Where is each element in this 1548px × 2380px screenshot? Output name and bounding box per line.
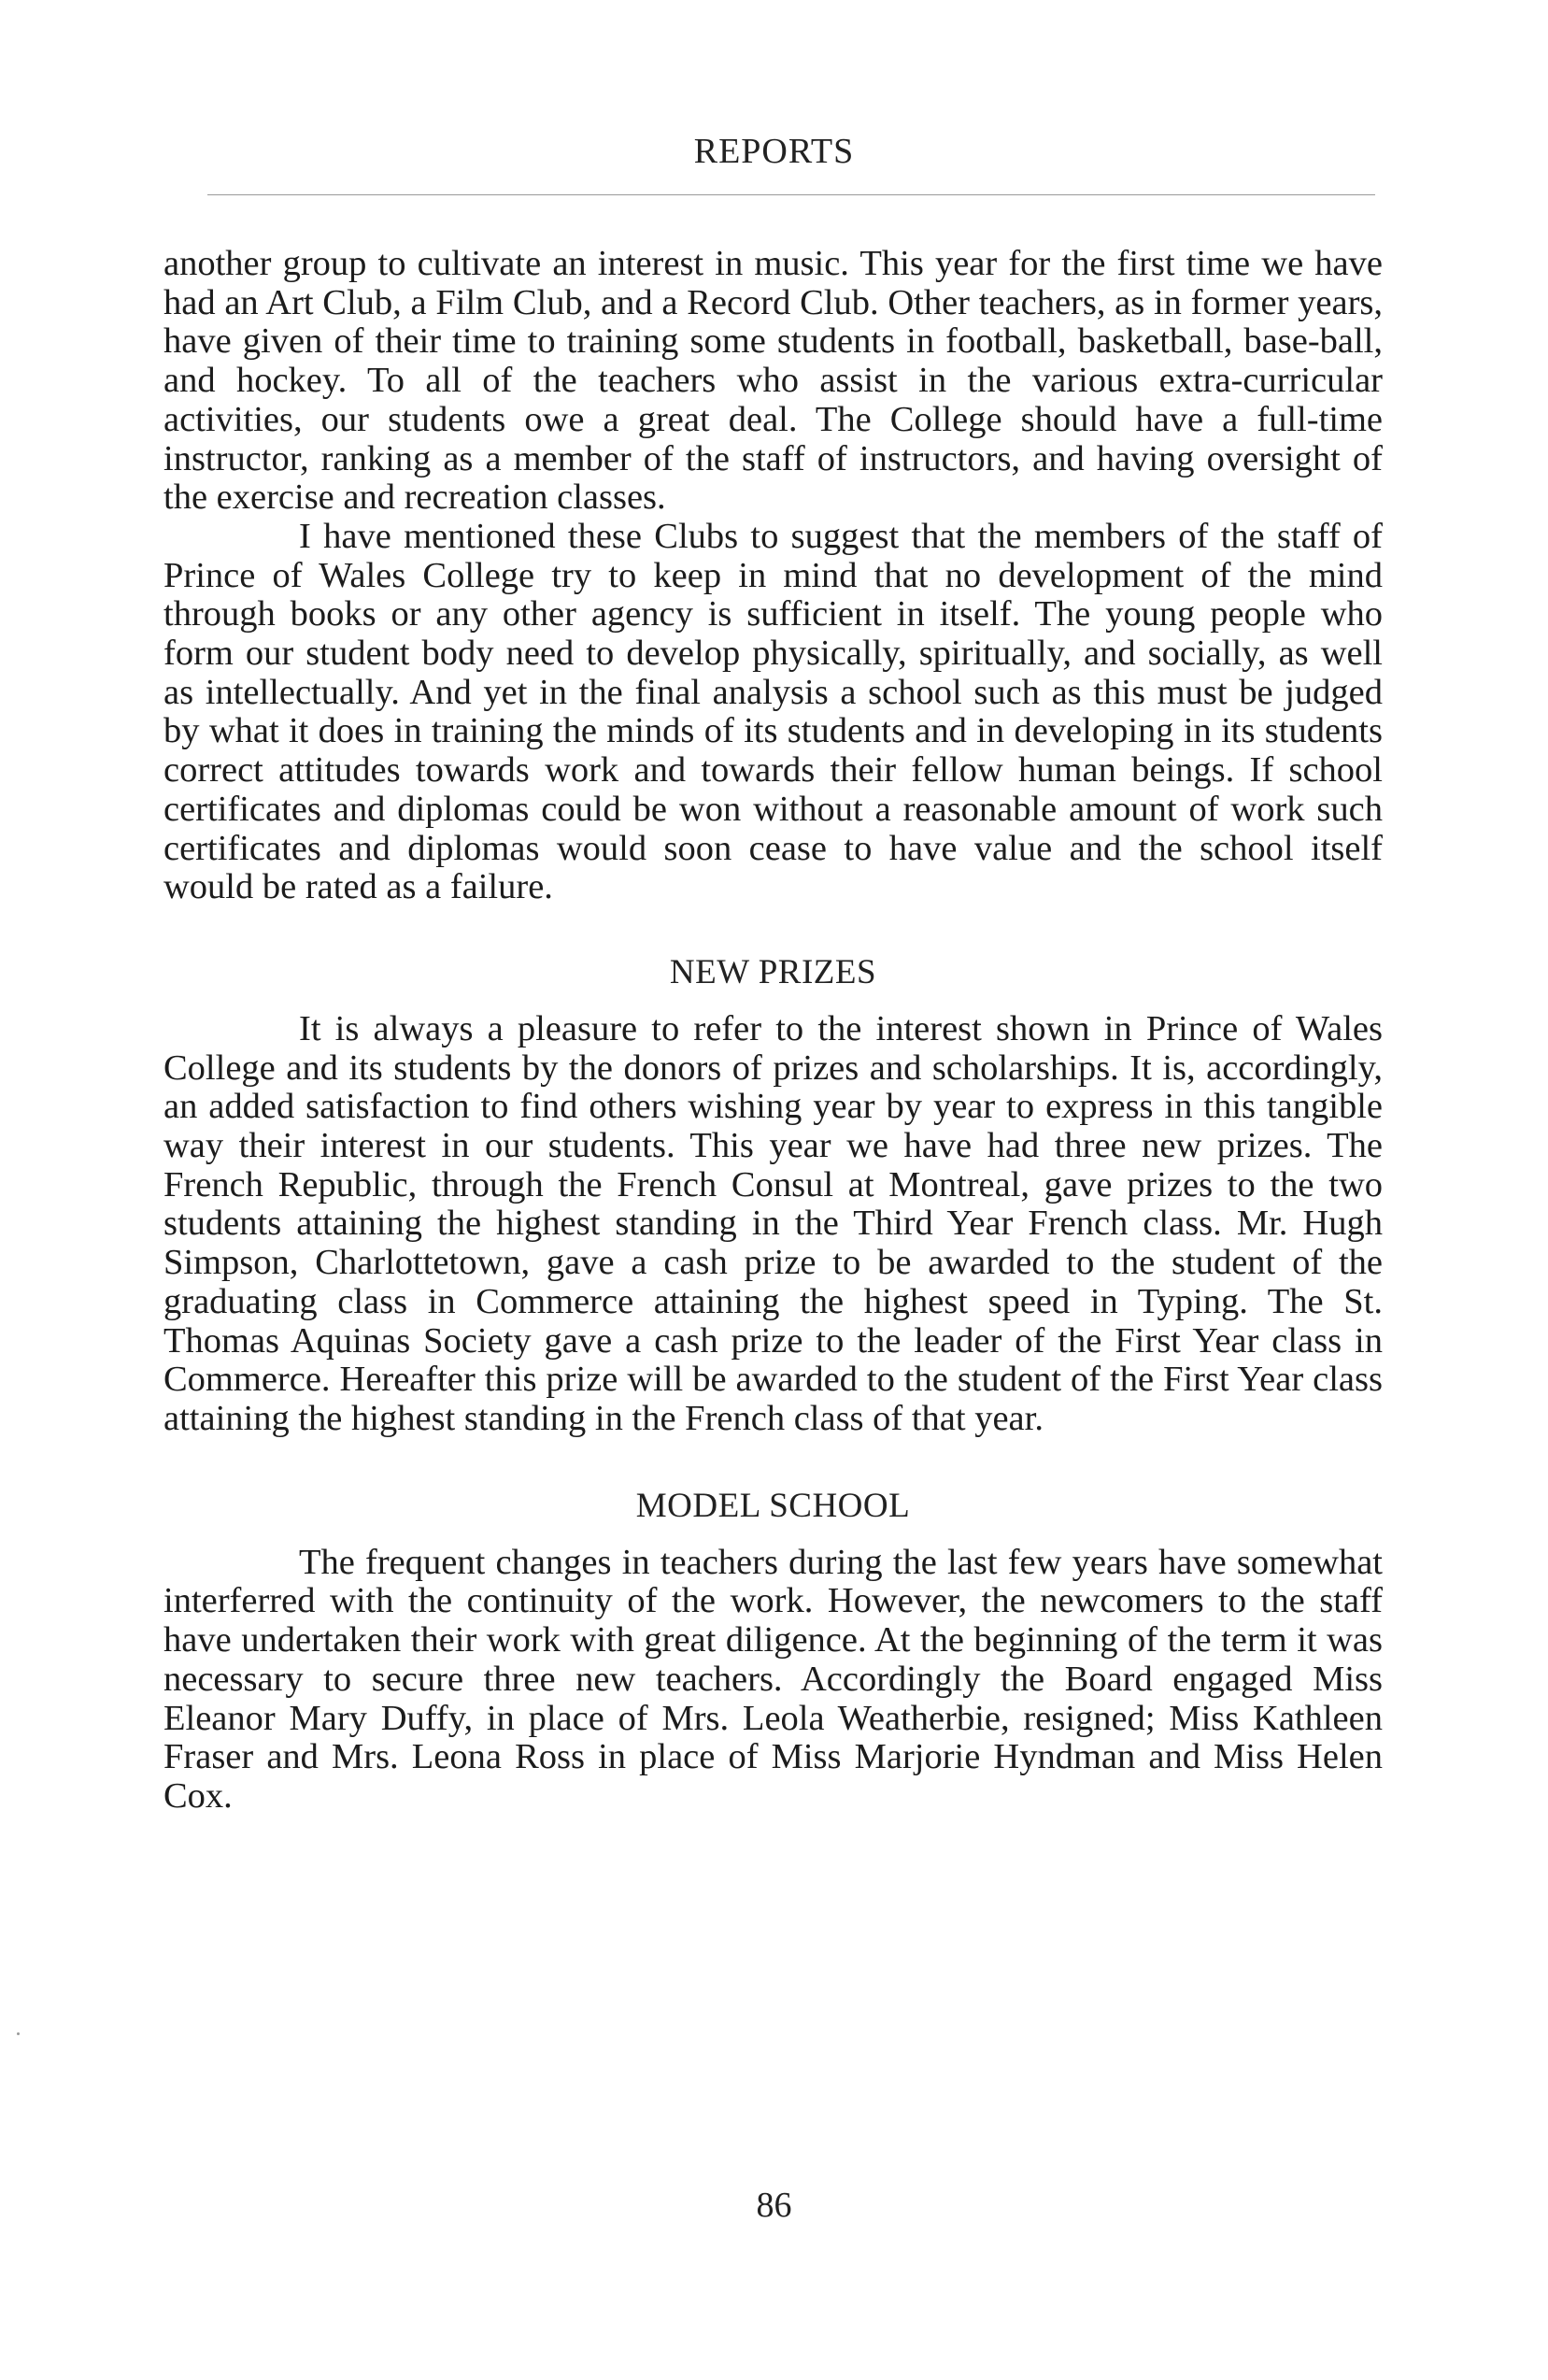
page-number: 86 bbox=[756, 2186, 792, 2225]
paragraph-new-prizes: It is always a pleasure to refer to the interest shown in Prince of Wales College and its students by the donors of prizes and scholarships. It is, accordingly, an added satisfaction to find others wishing year by year to express in this tangible way their interest in our students. This year we have had three new prizes. The French Republic, through the French Consul at Montreal, gave prizes to the two students attaining the highest standing in the Third Year French class. Mr. Hugh Simpson, Charlottetown, gave a cash prize to be awarded to the student of the graduating class in Commerce attaining the highest speed in Typing. The St. Thomas Aquinas Society gave a cash prize to the leader of the First Year class in Commerce. Hereafter this prize will be awarded to the student of the First Year class attaining the highest standing in the French class of that year. bbox=[163, 1008, 1383, 1438]
header-rule bbox=[207, 194, 1375, 195]
running-header: REPORTS bbox=[693, 132, 855, 171]
paragraph-clubs: I have mentioned these Clubs to suggest that the members of the staff of Prince of Wales College try to keep in mind that no development of the mind through books or any other agency is sufficient in itself. The young people who form our student body need to develop physically, spiritually, and socially, as well as intellectually. And yet in the final analysis a school such as this must be judged by what it does in training the minds of its students and in developing in its students correct attitudes towards work and towards their fellow human beings. If school certificates and diplomas could be won without a reasonable amount of work such certificates and diplomas would soon cease to have value and the school itself would be rated as a failure. bbox=[163, 516, 1383, 907]
paragraph-continued: another group to cultivate an interest in music. This year for the first time we have had an Art Club, a Film Club, and a Record Club. Other teachers, as in former years, have given of their time to training some students in football, basketball, base-ball, and hockey. To all of the teachers who assist in the various extra-curricular activities, our students owe a great deal. The College should have a full-time instructor, ranking as a member of the staff of instructors, and having oversight of the exercise and recreation classes. bbox=[163, 244, 1383, 518]
scan-speck bbox=[17, 2032, 20, 2035]
section-heading-model-school: MODEL SCHOOL bbox=[635, 1486, 911, 1525]
page-body bbox=[163, 245, 1383, 1817]
paragraph-model-school: The frequent changes in teachers during the last few years have somewhat interferred with the continuity of the work. However, the newcomers to the staff have undertaken their work with great diligence. At the beginning of the term it was necessary to secure three new teachers. Accordingly the Board engaged Miss Eleanor Mary Duffy, in place of Mrs. Leola Weatherbie, resigned; Miss Kathleen Fraser and Mrs. Leona Ross in place of Miss Marjorie Hyndman and Miss Helen Cox. bbox=[163, 1542, 1383, 1816]
section-heading-new-prizes: NEW PRIZES bbox=[669, 952, 877, 991]
